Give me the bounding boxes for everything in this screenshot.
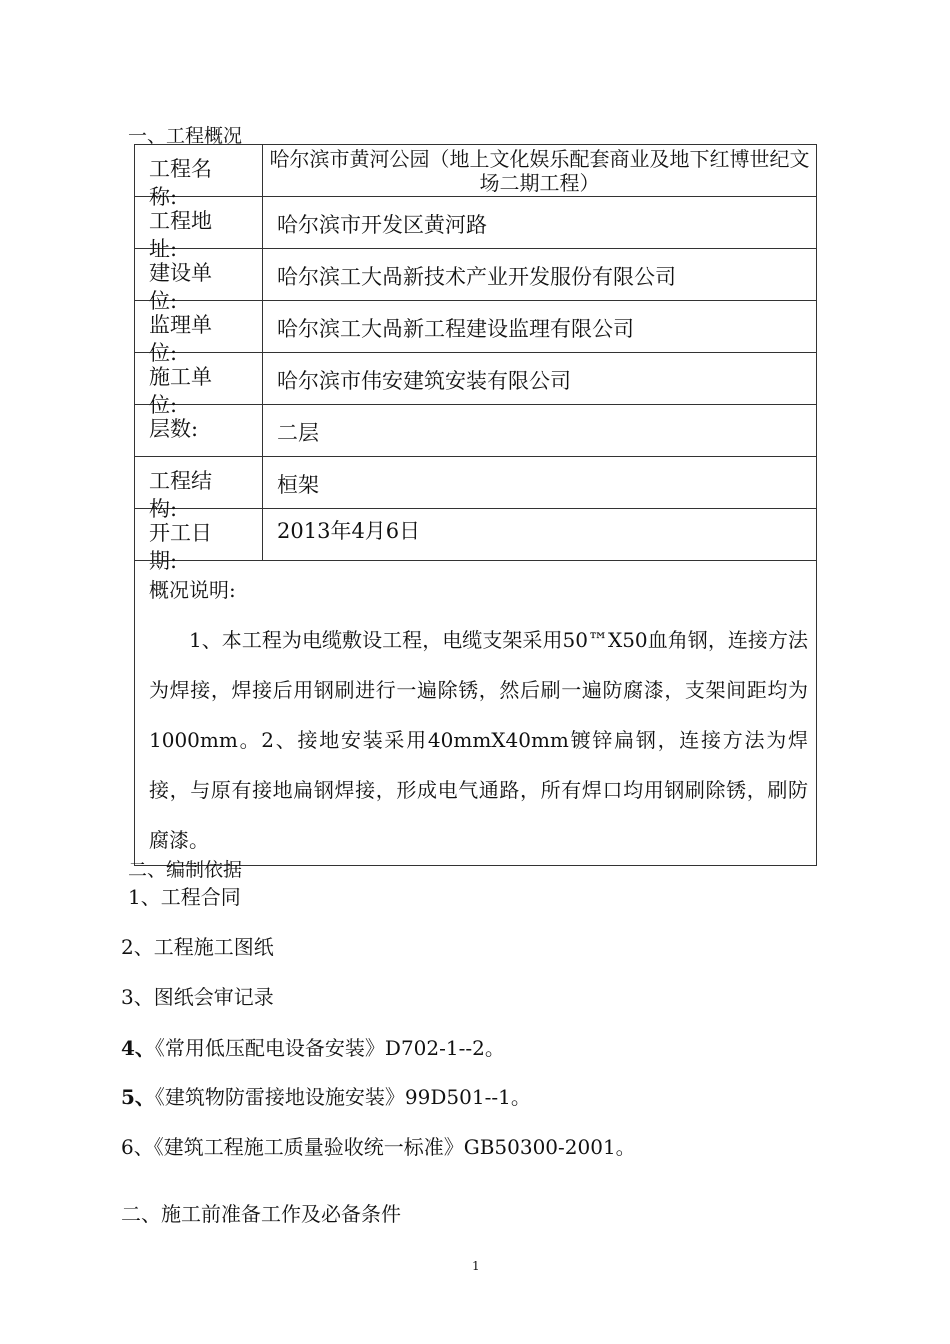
row-value: 哈尔滨工大咼新工程建设监理有限公司 (277, 317, 634, 341)
list-item (121, 1032, 505, 1061)
section-title-basis: 二、编制依据 (128, 859, 243, 881)
table-row (135, 353, 817, 405)
list-text: 《建筑物防雷接地设施安装》99D501--1。 (154, 1085, 531, 1109)
row-value: 2013年4月6日 (277, 519, 421, 543)
row-label: 开工日期: (149, 521, 212, 573)
table-row (135, 301, 817, 353)
list-number: 4、 (121, 1036, 155, 1060)
list-text: 图纸会审记录 (153, 985, 274, 1009)
row-value: 哈尔滨工大咼新技术产业开发服份有限公司 (277, 265, 676, 289)
list-number: 2、 (121, 935, 154, 959)
list-item (121, 1131, 636, 1160)
list-item (121, 1081, 531, 1110)
list-text: 《建筑工程施工质量验收统一标准》GB50300-2001。 (153, 1135, 636, 1159)
list-item (121, 931, 274, 960)
table-row (135, 509, 817, 561)
list-item (121, 981, 274, 1010)
list-text: 工程施工图纸 (153, 935, 274, 959)
row-label: 工程名称: (149, 157, 212, 209)
project-info-table (134, 144, 817, 866)
page-number: 1 (472, 1259, 480, 1273)
row-label: 工程地址: (149, 209, 212, 261)
row-label: 施工单位: (149, 365, 212, 417)
list-number: 1、 (128, 885, 161, 909)
list-number: 3、 (121, 985, 154, 1009)
row-value: 桓架 (277, 473, 319, 497)
overview-label: 概况说明: (149, 578, 236, 602)
overview-block (135, 561, 816, 865)
list-text: 《常用低压配电设备安装》D702-1--2。 (154, 1036, 505, 1060)
row-value: 哈尔滨市开发区黄河路 (277, 213, 487, 237)
row-value: 哈尔滨市黄河公园（地上文化娱乐配套商业及地下红博世纪文场二期工程） (269, 147, 810, 195)
row-value: 哈尔滨市伟安建筑安装有限公司 (277, 369, 571, 393)
row-label: 监理单位: (149, 313, 212, 365)
row-value: 二层 (277, 421, 319, 445)
overview-text: 1、本工程为电缆敷设工程，电缆支架采用50™X50血角钢，连接方法为焊接，焊接后用钢刷进行一遍除锈，然后刷一遍防腐漆，支架间距均为1000mm。2、接地安装采用40mmX40mm镀锌扁钢，连接方法为焊接，与原有接地扁钢焊接，形成电气通路，所有焊口均用钢刷除锈，刷防腐漆。 (149, 628, 808, 852)
row-label: 建设单位: (149, 261, 212, 313)
list-number: 5、 (121, 1085, 155, 1109)
table-row (135, 145, 817, 197)
row-label: 层数: (149, 417, 199, 441)
row-label: 工程结构: (149, 469, 212, 521)
table-row (135, 197, 817, 249)
table-row-overview (135, 561, 817, 866)
list-number: 6、 (121, 1135, 154, 1159)
section-title-overview: 一、工程概况 (128, 125, 243, 147)
list-item (128, 881, 241, 910)
table-row (135, 457, 817, 509)
table-row (135, 249, 817, 301)
table-row (135, 405, 817, 457)
section-title-preparation: 二、施工前准备工作及必备条件 (121, 1202, 401, 1226)
list-text: 工程合同 (160, 885, 241, 909)
